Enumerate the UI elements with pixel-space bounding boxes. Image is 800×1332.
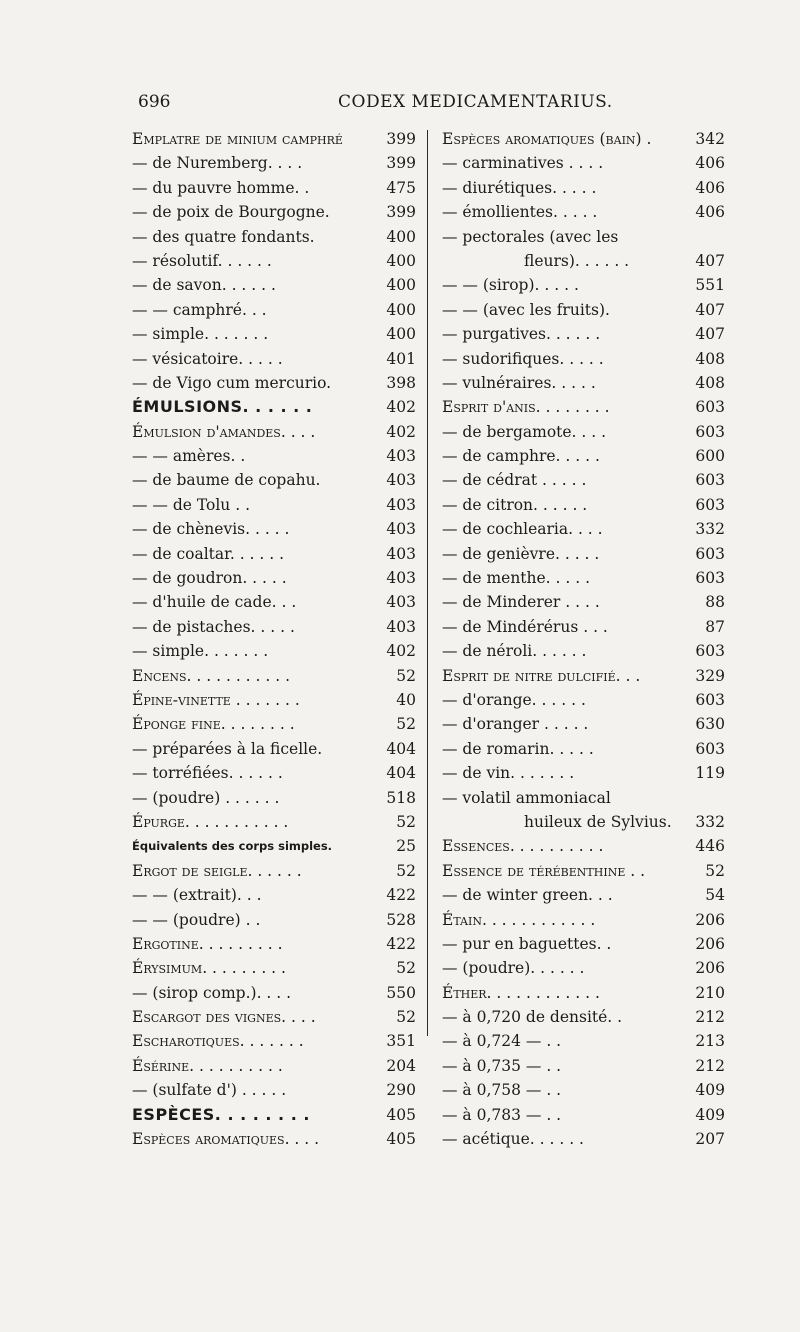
- index-column-left: [132, 127, 416, 1151]
- index-column-right: [442, 127, 725, 1151]
- index-entry: [132, 151, 416, 175]
- entry-page-number: 342: [692, 127, 725, 151]
- entry-label: — sudorifiques. . . . .: [442, 349, 604, 368]
- entry-label: — préparées à la ficelle.: [132, 739, 323, 758]
- index-entry: [442, 127, 725, 151]
- entry-page-number: 351: [383, 1029, 416, 1053]
- entry-page-number: 402: [383, 639, 416, 663]
- entry-label: Éponge fine. . . . . . . .: [132, 715, 295, 734]
- entry-label: — de citron. . . . . .: [442, 495, 588, 514]
- entry-label: — résolutif. . . . . .: [132, 251, 272, 270]
- entry-label: — — amères. .: [132, 447, 246, 466]
- entry-page-number: 550: [383, 981, 416, 1005]
- entry-page-number: 52: [393, 810, 416, 834]
- entry-page-number: 52: [393, 712, 416, 736]
- entry-page-number: 398: [383, 371, 416, 395]
- entry-page-number: 212: [692, 1005, 725, 1029]
- index-entry: [442, 859, 725, 883]
- entry-page-number: 52: [393, 1005, 416, 1029]
- index-entry: [442, 1127, 725, 1151]
- index-entry: [132, 176, 416, 200]
- entry-label: Équivalents des corps simples.: [132, 839, 333, 854]
- entry-label: — de romarin. . . . .: [442, 739, 594, 758]
- entry-page-number: 408: [692, 347, 725, 371]
- entry-page-number: 403: [383, 493, 416, 517]
- entry-label: Escargot des vignes. . . .: [132, 1008, 316, 1027]
- index-entry: [132, 517, 416, 541]
- index-entry: [442, 468, 725, 492]
- index-entry: [132, 542, 416, 566]
- index-entry: [132, 590, 416, 614]
- index-entry: [442, 1078, 725, 1102]
- entry-page-number: 213: [692, 1029, 725, 1053]
- entry-page-number: 603: [692, 542, 725, 566]
- entry-label: — (poudre) . . . . . .: [132, 788, 280, 807]
- entry-page-number: 399: [383, 151, 416, 175]
- index-entry: [442, 151, 725, 175]
- entry-page-number: 408: [692, 371, 725, 395]
- entry-label: — à 0,758 — . .: [442, 1081, 562, 1100]
- entry-label: — d'huile de cade. . .: [132, 593, 297, 612]
- index-entry: [132, 859, 416, 883]
- index-entry: [132, 908, 416, 932]
- index-entry: [132, 395, 416, 419]
- entry-label: Épurge. . . . . . . . . . .: [132, 812, 289, 831]
- entry-page-number: 329: [692, 664, 725, 688]
- entry-page-number: 518: [383, 786, 416, 810]
- entry-page-number: 603: [692, 420, 725, 444]
- index-entry: [132, 566, 416, 590]
- entry-page-number: 446: [692, 834, 725, 858]
- entry-page-number: 407: [692, 322, 725, 346]
- entry-label: — de néroli. . . . . .: [442, 642, 587, 661]
- entry-label: — de goudron. . . . .: [132, 569, 287, 588]
- entry-page-number: 422: [383, 883, 416, 907]
- entry-label: — de Vigo cum mercurio.: [132, 373, 332, 392]
- entry-label: — pur en baguettes. .: [442, 934, 612, 953]
- entry-page-number: 204: [383, 1054, 416, 1078]
- index-entry: [442, 1054, 725, 1078]
- entry-page-number: 475: [383, 176, 416, 200]
- index-entry: [132, 786, 416, 810]
- entry-page-number: 528: [383, 908, 416, 932]
- entry-label: — à 0,724 — . .: [442, 1032, 562, 1051]
- entry-page-number: 402: [383, 420, 416, 444]
- entry-page-number: 603: [692, 688, 725, 712]
- entry-label: — de Minderer . . . .: [442, 593, 600, 612]
- entry-page-number: 406: [692, 200, 725, 224]
- entry-label: — de coaltar. . . . . .: [132, 544, 285, 563]
- entry-label: — d'orange. . . . . .: [442, 690, 586, 709]
- entry-label: — d'oranger . . . . .: [442, 715, 589, 734]
- entry-label: — — camphré. . .: [132, 300, 267, 319]
- index-entry: [132, 347, 416, 371]
- index-entry: [132, 688, 416, 712]
- index-entry: [132, 273, 416, 297]
- page-number: 696: [138, 92, 171, 112]
- index-entry: [442, 712, 725, 736]
- entry-label: — à 0,720 de densité. .: [442, 1008, 623, 1027]
- entry-page-number: 290: [383, 1078, 416, 1102]
- index-entry: [442, 249, 725, 273]
- entry-page-number: 210: [692, 981, 725, 1005]
- index-entry: [442, 273, 725, 297]
- entry-label: Éther. . . . . . . . . . . .: [442, 983, 600, 1002]
- index-entry: [132, 639, 416, 663]
- index-entry: [132, 761, 416, 785]
- index-entry: [442, 615, 725, 639]
- entry-label: Essences. . . . . . . . . .: [442, 837, 604, 856]
- index-entry: [442, 639, 725, 663]
- index-entry: [442, 1103, 725, 1127]
- entry-label: Étain. . . . . . . . . . . .: [442, 910, 596, 929]
- index-entry: [442, 347, 725, 371]
- index-entry: [442, 956, 725, 980]
- entry-page-number: 400: [383, 298, 416, 322]
- index-entry: [132, 225, 416, 249]
- entry-label: — vulnéraires. . . . .: [442, 373, 596, 392]
- entry-label: ÉMULSIONS. . . . . .: [132, 397, 313, 417]
- entry-label: — de menthe. . . . .: [442, 569, 591, 588]
- entry-label: — vésicatoire. . . . .: [132, 349, 283, 368]
- entry-label: — émollientes. . . . .: [442, 203, 598, 222]
- index-entry: [132, 420, 416, 444]
- entry-page-number: 405: [383, 1103, 416, 1127]
- entry-page-number: 403: [383, 615, 416, 639]
- index-entry: [442, 761, 725, 785]
- entry-page-number: 402: [383, 395, 416, 419]
- entry-label: — des quatre fondants.: [132, 227, 315, 246]
- entry-page-number: 399: [383, 200, 416, 224]
- entry-label: Épine-vinette . . . . . . .: [132, 690, 300, 709]
- entry-label: — du pauvre homme. .: [132, 178, 310, 197]
- entry-page-number: 212: [692, 1054, 725, 1078]
- index-entry: [442, 590, 725, 614]
- index-entry: [442, 298, 725, 322]
- entry-label: — — (extrait). . .: [132, 886, 262, 905]
- entry-page-number: 52: [702, 859, 725, 883]
- entry-page-number: 407: [692, 249, 725, 273]
- entry-page-number: 403: [383, 542, 416, 566]
- entry-label: — de bergamote. . . .: [442, 422, 607, 441]
- entry-label: — (sirop comp.). . . .: [132, 983, 292, 1002]
- index-entry: [132, 1078, 416, 1102]
- entry-page-number: 88: [702, 590, 725, 614]
- index-entry: [442, 688, 725, 712]
- entry-label: Esprit de nitre dulcifié. . .: [442, 666, 641, 685]
- entry-label: — — de Tolu . .: [132, 495, 250, 514]
- index-entry: [442, 810, 725, 834]
- entry-page-number: 409: [692, 1103, 725, 1127]
- entry-page-number: 407: [692, 298, 725, 322]
- entry-page-number: 603: [692, 639, 725, 663]
- index-entry: [132, 127, 416, 151]
- index-entry: [132, 298, 416, 322]
- entry-page-number: 405: [383, 1127, 416, 1151]
- entry-page-number: 52: [393, 956, 416, 980]
- index-entry: [442, 517, 725, 541]
- index-entry: [442, 225, 725, 249]
- entry-page-number: 206: [692, 932, 725, 956]
- entry-label: — à 0,783 — . .: [442, 1105, 562, 1124]
- entry-page-number: 403: [383, 444, 416, 468]
- entry-page-number: 206: [692, 908, 725, 932]
- entry-label: — de vin. . . . . . .: [442, 764, 575, 783]
- index-entry: [132, 932, 416, 956]
- index-entry: [132, 468, 416, 492]
- entry-label: Emplatre de minium camphré: [132, 130, 343, 148]
- entry-page-number: 400: [383, 225, 416, 249]
- entry-label: — de winter green. . .: [442, 886, 613, 905]
- entry-label: — de chènevis. . . . .: [132, 520, 290, 539]
- entry-page-number: 40: [393, 688, 416, 712]
- index-entry: [442, 176, 725, 200]
- index-entry: [132, 664, 416, 688]
- entry-page-number: 551: [692, 273, 725, 297]
- entry-label: ESPÈCES. . . . . . . .: [132, 1104, 310, 1124]
- entry-page-number: 206: [692, 956, 725, 980]
- index-entry: [442, 542, 725, 566]
- entry-label: Ergot de seigle. . . . . .: [132, 861, 302, 880]
- index-entry: [132, 810, 416, 834]
- index-entry: [132, 981, 416, 1005]
- entry-label: — acétique. . . . . .: [442, 1130, 584, 1149]
- entry-label: — torréfiées. . . . . .: [132, 764, 283, 783]
- entry-page-number: 409: [692, 1078, 725, 1102]
- entry-page-number: 400: [383, 249, 416, 273]
- entry-page-number: 332: [692, 517, 725, 541]
- index-entry: [442, 493, 725, 517]
- entry-label: Émulsion d'amandes. . . .: [132, 422, 316, 441]
- index-entry: [132, 444, 416, 468]
- index-entry: [442, 834, 725, 858]
- index-entry: [442, 786, 725, 810]
- index-entry: [132, 1103, 416, 1127]
- entry-page-number: 403: [383, 566, 416, 590]
- entry-page-number: 403: [383, 468, 416, 492]
- entry-page-number: 403: [383, 590, 416, 614]
- entry-page-number: 52: [393, 859, 416, 883]
- index-entry: [132, 1127, 416, 1151]
- entry-label: — diurétiques. . . . .: [442, 178, 597, 197]
- entry-page-number: 25: [393, 834, 416, 858]
- index-entry: [132, 249, 416, 273]
- entry-page-number: 603: [692, 468, 725, 492]
- index-entry: [442, 1029, 725, 1053]
- entry-label: Esprit d'anis. . . . . . . .: [442, 398, 610, 417]
- entry-label: Escharotiques. . . . . . .: [132, 1032, 304, 1051]
- column-divider: [427, 130, 428, 1036]
- entry-label: — de cochlearia. . . .: [442, 520, 603, 539]
- entry-page-number: 406: [692, 151, 725, 175]
- entry-page-number: 87: [702, 615, 725, 639]
- entry-page-number: 400: [383, 273, 416, 297]
- index-entry: [442, 981, 725, 1005]
- index-entry: [132, 1029, 416, 1053]
- index-entry: [132, 1054, 416, 1078]
- entry-page-number: 406: [692, 176, 725, 200]
- entry-label: — volatil ammoniacal: [442, 788, 611, 807]
- entry-page-number: 54: [702, 883, 725, 907]
- entry-page-number: 600: [692, 444, 725, 468]
- entry-label: Essence de térébenthine . .: [442, 861, 646, 880]
- index-entry: [442, 444, 725, 468]
- entry-page-number: 119: [692, 761, 725, 785]
- index-entry: [132, 200, 416, 224]
- entry-label: — — (poudre) . .: [132, 910, 261, 929]
- index-entry: [132, 322, 416, 346]
- entry-page-number: 403: [383, 517, 416, 541]
- entry-page-number: 207: [692, 1127, 725, 1151]
- index-entry: [442, 1005, 725, 1029]
- entry-label: — de camphre. . . . .: [442, 447, 600, 466]
- entry-label: — de Nuremberg. . . .: [132, 154, 303, 173]
- entry-page-number: 603: [692, 493, 725, 517]
- index-entry: [442, 371, 725, 395]
- entry-label: Espèces aromatiques (bain) .: [442, 130, 652, 148]
- entry-label: — carminatives . . . .: [442, 154, 604, 173]
- entry-label: — de baume de copahu.: [132, 471, 321, 490]
- index-entry: [132, 615, 416, 639]
- index-entry: [442, 883, 725, 907]
- entry-label: Encens. . . . . . . . . . .: [132, 666, 291, 685]
- index-entry: [442, 420, 725, 444]
- index-entry: [132, 883, 416, 907]
- running-title: CODEX MEDICAMENTARIUS.: [338, 92, 613, 112]
- entry-label: — (sulfate d') . . . . .: [132, 1081, 287, 1100]
- entry-page-number: 630: [692, 712, 725, 736]
- entry-label: — purgatives. . . . . .: [442, 325, 601, 344]
- index-entry: [132, 371, 416, 395]
- entry-label: Ergotine. . . . . . . . .: [132, 934, 283, 953]
- entry-label: — de poix de Bourgogne.: [132, 203, 330, 222]
- index-entry: [442, 566, 725, 590]
- entry-label: Espèces aromatiques. . . .: [132, 1130, 320, 1149]
- index-entry: [442, 200, 725, 224]
- entry-page-number: 52: [393, 664, 416, 688]
- entry-label: — — (avec les fruits).: [442, 300, 610, 319]
- entry-label: — simple. . . . . . .: [132, 642, 269, 661]
- entry-label: huileux de Sylvius.: [524, 812, 672, 831]
- entry-page-number: 401: [383, 347, 416, 371]
- index-entry: [132, 1005, 416, 1029]
- index-entry: [132, 712, 416, 736]
- entry-label: — de cédrat . . . . .: [442, 471, 587, 490]
- entry-label: — de genièvre. . . . .: [442, 544, 600, 563]
- entry-page-number: 332: [692, 810, 725, 834]
- index-entry: [132, 737, 416, 761]
- entry-page-number: 422: [383, 932, 416, 956]
- index-entry: [442, 908, 725, 932]
- entry-label: — simple. . . . . . .: [132, 325, 269, 344]
- entry-page-number: 603: [692, 566, 725, 590]
- entry-label: — — (sirop). . . . .: [442, 276, 579, 295]
- index-entry: [442, 932, 725, 956]
- index-entry: [132, 956, 416, 980]
- entry-page-number: 404: [383, 761, 416, 785]
- index-entry: [132, 834, 416, 858]
- entry-label: — de savon. . . . . .: [132, 276, 276, 295]
- entry-label: Ésérine. . . . . . . . . .: [132, 1056, 283, 1075]
- entry-page-number: 404: [383, 737, 416, 761]
- entry-label: — (poudre). . . . . .: [442, 959, 585, 978]
- entry-label: Érysimum. . . . . . . . .: [132, 959, 286, 978]
- entry-page-number: 399: [383, 127, 416, 151]
- index-entry: [442, 737, 725, 761]
- entry-page-number: 400: [383, 322, 416, 346]
- entry-label: — pectorales (avec les: [442, 227, 619, 246]
- index-entry: [132, 493, 416, 517]
- index-entry: [442, 664, 725, 688]
- entry-label: fleurs). . . . . .: [524, 251, 630, 270]
- index-entry: [442, 395, 725, 419]
- page-header: [138, 92, 718, 116]
- entry-page-number: 603: [692, 737, 725, 761]
- entry-page-number: 603: [692, 395, 725, 419]
- entry-label: — de pistaches. . . . .: [132, 617, 295, 636]
- entry-label: — de Mindérérus . . .: [442, 617, 608, 636]
- entry-label: — à 0,735 — . .: [442, 1056, 562, 1075]
- index-entry: [442, 322, 725, 346]
